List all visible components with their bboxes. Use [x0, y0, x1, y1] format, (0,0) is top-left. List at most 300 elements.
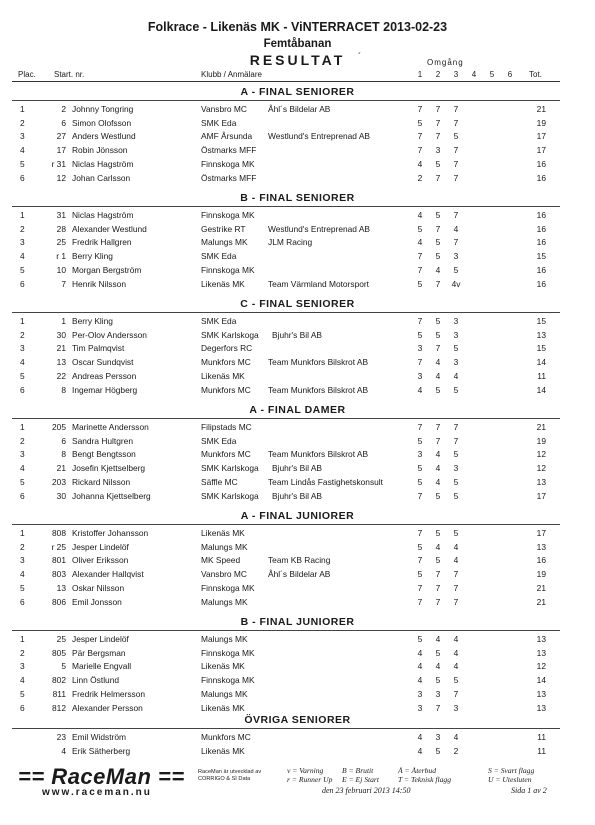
table-row: [0, 145, 595, 159]
placement-cell: 1: [20, 528, 25, 538]
total-cell: 17: [536, 145, 546, 156]
placement-cell: 4: [20, 251, 25, 262]
placement-cell: 4: [20, 675, 25, 686]
club-cell: Munkfors MC: [201, 449, 251, 460]
round-points-cell: 4: [435, 264, 441, 275]
round-points-cell: 5: [417, 569, 423, 580]
start-number-cell: 17: [56, 145, 66, 156]
club-cell: SMK Eda: [201, 251, 237, 262]
table-row: [0, 316, 595, 330]
driver-name-cell: Johan Carlsson: [72, 172, 131, 183]
round-points-cell: 4: [417, 661, 423, 672]
round-points-cell: 4: [435, 661, 441, 672]
driver-name-cell: Berry Kling: [72, 316, 113, 326]
col-header-start: Start. nr.: [54, 70, 85, 79]
round-points-cell: 4: [453, 370, 459, 381]
round-points-cell: 5: [417, 117, 423, 128]
round-points-cell: 4: [453, 732, 459, 742]
section-divider: [12, 312, 560, 313]
start-number-cell: 7: [61, 278, 66, 289]
table-row: [0, 634, 595, 648]
driver-name-cell: Simon Olofsson: [72, 117, 132, 128]
team-cell: Team Värmland Motorsport: [268, 278, 370, 289]
club-cell: Degerfors RC: [201, 343, 253, 354]
col-header-tot: Tot.: [529, 70, 542, 79]
section-title: ÖVRIGA SENIORER: [244, 714, 351, 726]
start-number-cell: 27: [56, 131, 66, 142]
total-cell: 13: [536, 329, 546, 340]
start-number-cell: 205: [52, 422, 66, 432]
total-cell: 21: [536, 582, 546, 593]
team-cell: Team KB Racing: [268, 555, 331, 566]
round-points-cell: 7: [453, 569, 459, 580]
team-cell: Team Munkfors Bilskrot AB: [268, 384, 369, 395]
club-cell: Östmarks MFF: [201, 145, 257, 156]
start-number-cell: 801: [52, 555, 66, 566]
total-cell: 19: [536, 435, 546, 446]
driver-name-cell: Ingemar Högberg: [72, 384, 138, 395]
round-points-cell: 5: [453, 384, 459, 395]
table-row: [0, 251, 595, 265]
round-points-cell: 4: [417, 647, 423, 658]
round-points-cell: 4: [435, 449, 441, 460]
total-cell: 11: [537, 745, 546, 756]
total-cell: 19: [536, 569, 546, 580]
driver-name-cell: Linn Östlund: [72, 675, 120, 686]
total-cell: 17: [536, 528, 546, 538]
driver-name-cell: Erik Sätherberg: [72, 745, 131, 756]
placement-cell: 1: [20, 210, 25, 220]
round-points-cell: 7: [453, 210, 459, 220]
round-points-cell: 2: [453, 745, 459, 756]
driver-name-cell: Johnny Tongring: [72, 104, 134, 114]
section-title: A - FINAL JUNIORER: [240, 510, 355, 522]
table-row: [0, 118, 595, 132]
total-cell: 11: [537, 732, 546, 742]
club-cell: Finnskoga MK: [201, 264, 255, 275]
start-number-cell: r 31: [51, 158, 66, 169]
round-points-cell: 7: [435, 104, 441, 114]
section-divider: [12, 100, 560, 101]
raceman-logo: == RaceMan ==: [18, 764, 185, 789]
round-points-cell: 4: [417, 745, 423, 756]
club-cell: Östmarks MFF: [201, 172, 257, 183]
start-number-cell: 4: [61, 745, 66, 756]
round-points-cell: 5: [417, 476, 423, 487]
driver-name-cell: Oscar Sundqvist: [72, 357, 134, 368]
round-points-cell: 4: [453, 661, 459, 672]
placement-cell: 5: [20, 264, 25, 275]
club-cell: Malungs MK: [201, 596, 248, 607]
table-row: [0, 689, 595, 703]
round-points-cell: 7: [417, 145, 423, 156]
start-number-cell: 23: [56, 732, 66, 742]
driver-name-cell: Marinette Andersson: [72, 422, 149, 432]
driver-name-cell: Kristoffer Johansson: [72, 528, 149, 538]
total-cell: 16: [536, 555, 546, 566]
round-points-cell: 7: [417, 528, 423, 538]
round-points-cell: 7: [435, 702, 441, 713]
team-cell: Westlund's Entreprenad AB: [268, 223, 371, 234]
driver-name-cell: Josefin Kjettselberg: [72, 463, 146, 474]
placement-cell: 2: [20, 223, 25, 234]
round-points-cell: 7: [417, 104, 423, 114]
team-cell: JLM Racing: [268, 237, 313, 248]
round-points-cell: 3: [453, 316, 459, 326]
start-number-cell: 31: [56, 210, 66, 220]
total-cell: 12: [536, 449, 546, 460]
club-cell: Likenäs MK: [201, 745, 245, 756]
table-row: [0, 555, 595, 569]
table-row: [0, 449, 595, 463]
placement-cell: 5: [20, 688, 25, 699]
round-points-cell: 7: [453, 422, 459, 432]
table-row: [0, 648, 595, 662]
round-points-cell: 5: [435, 647, 441, 658]
total-cell: 13: [536, 634, 546, 644]
club-cell: Vansbro MC: [201, 104, 247, 114]
club-cell: Malungs MK: [201, 237, 248, 248]
club-cell: Finnskoga MK: [201, 582, 255, 593]
club-cell: SMK Karlskoga: [201, 329, 259, 340]
club-cell: Munkfors MC: [201, 732, 251, 742]
driver-name-cell: Jesper Lindelöf: [72, 541, 129, 552]
driver-name-cell: Bengt Bengtsson: [72, 449, 136, 460]
placement-cell: 5: [20, 582, 25, 593]
total-cell: 15: [536, 343, 546, 354]
placement-cell: 3: [20, 555, 25, 566]
total-cell: 21: [536, 422, 546, 432]
total-cell: 11: [537, 370, 546, 381]
round-points-cell: 5: [453, 675, 459, 686]
total-cell: 17: [536, 131, 546, 142]
table-row: [0, 210, 595, 224]
round-points-cell: 5: [453, 131, 459, 142]
table-row: [0, 528, 595, 542]
start-number-cell: 25: [56, 237, 66, 248]
legend-item: v = Varning: [287, 766, 324, 775]
total-cell: 14: [536, 675, 546, 686]
table-row: [0, 265, 595, 279]
total-cell: 13: [536, 541, 546, 552]
start-number-cell: 203: [52, 476, 66, 487]
total-cell: 13: [536, 688, 546, 699]
round-points-cell: 5: [453, 490, 459, 501]
total-cell: 21: [536, 596, 546, 607]
club-cell: SMK Eda: [201, 435, 237, 446]
start-number-cell: 30: [56, 329, 66, 340]
round-points-cell: 3: [453, 702, 459, 713]
driver-name-cell: Johanna Kjettselberg: [72, 490, 151, 501]
driver-name-cell: Alexander Westlund: [72, 223, 147, 234]
driver-name-cell: Henrik Nilsson: [72, 278, 126, 289]
start-number-cell: 13: [56, 582, 66, 593]
placement-cell: 1: [20, 104, 25, 114]
start-number-cell: 21: [56, 343, 66, 354]
table-row: [0, 343, 595, 357]
placement-cell: 4: [20, 357, 25, 368]
round-points-cell: 4: [453, 634, 459, 644]
round-points-cell: 4: [453, 223, 459, 234]
total-cell: 13: [536, 702, 546, 713]
team-cell: Bjuhr's Bil AB: [272, 490, 323, 501]
start-number-cell: 10: [56, 264, 66, 275]
total-cell: 14: [536, 384, 546, 395]
club-cell: MK Speed: [201, 555, 241, 566]
total-cell: 17: [536, 490, 546, 501]
club-cell: SMK Eda: [201, 117, 237, 128]
start-number-cell: 22: [56, 370, 66, 381]
round-points-cell: 7: [417, 264, 423, 275]
table-row: [0, 491, 595, 505]
round-points-cell: 4: [435, 463, 441, 474]
legend-item: B = Brutit: [342, 766, 374, 775]
round-points-cell: 5: [435, 384, 441, 395]
driver-name-cell: Jesper Lindelöf: [72, 634, 129, 644]
section-divider: [12, 524, 560, 525]
club-cell: Munkfors MC: [201, 357, 251, 368]
table-row: [0, 104, 595, 118]
round-points-cell: 5: [453, 264, 459, 275]
total-cell: 12: [536, 661, 546, 672]
placement-cell: 3: [20, 449, 25, 460]
start-number-cell: 30: [56, 490, 66, 501]
round-points-cell: 4: [453, 541, 459, 552]
table-row: [0, 371, 595, 385]
round-points-cell: 7: [435, 223, 441, 234]
round-points-cell: 5: [417, 463, 423, 474]
start-number-cell: 8: [61, 449, 66, 460]
round-points-cell: 7: [453, 104, 459, 114]
round-points-cell: 3: [453, 463, 459, 474]
table-row: [0, 597, 595, 611]
round-points-cell: 5: [435, 329, 441, 340]
table-row: [0, 746, 595, 760]
section-title: C - FINAL SENIORER: [240, 298, 355, 310]
driver-name-cell: Morgan Bergström: [72, 264, 142, 275]
round-number: 4: [471, 70, 477, 79]
round-points-cell: 5: [435, 528, 441, 538]
team-cell: Åhl´s Bildelar AB: [268, 569, 331, 580]
section-divider: [12, 630, 560, 631]
driver-name-cell: Berry Kling: [72, 251, 113, 262]
round-points-cell: 7: [417, 251, 423, 262]
table-row: [0, 732, 595, 746]
total-cell: 13: [536, 476, 546, 487]
pen-mark: ´: [358, 52, 362, 63]
placement-cell: 6: [20, 702, 25, 713]
driver-name-cell: Per-Olov Andersson: [72, 329, 147, 340]
round-points-cell: 5: [417, 223, 423, 234]
driver-name-cell: Oskar Nilsson: [72, 582, 125, 593]
driver-name-cell: Niclas Hagström: [72, 158, 134, 169]
placement-cell: 3: [20, 237, 25, 248]
round-number: 5: [489, 70, 495, 79]
round-points-cell: 4: [435, 541, 441, 552]
round-points-cell: 7: [453, 596, 459, 607]
round-points-cell: 4: [435, 634, 441, 644]
round-points-cell: 2: [417, 172, 423, 183]
round-points-cell: 4: [417, 237, 423, 248]
club-cell: SMK Karlskoga: [201, 463, 259, 474]
placement-cell: 2: [20, 117, 25, 128]
driver-name-cell: Fredrik Helmersson: [72, 688, 146, 699]
round-number: 3: [453, 70, 459, 79]
placement-cell: 1: [20, 422, 25, 432]
round-number: 2: [435, 70, 441, 79]
round-points-cell: 7: [417, 422, 423, 432]
placement-cell: 4: [20, 463, 25, 474]
col-header-plac: Plac.: [18, 70, 36, 79]
round-points-cell: 7: [417, 596, 423, 607]
team-cell: Team Munkfors Bilskrot AB: [268, 357, 369, 368]
round-points-cell: 3: [453, 251, 459, 262]
round-points-cell: 5: [435, 251, 441, 262]
table-row: [0, 173, 595, 187]
round-points-cell: 7: [435, 172, 441, 183]
placement-cell: 1: [20, 316, 25, 326]
section-title: A - FINAL DAMER: [249, 404, 346, 416]
round-points-cell: 4: [435, 357, 441, 368]
round-number: 6: [507, 70, 513, 79]
table-row: [0, 279, 595, 293]
club-cell: Likenäs MK: [201, 528, 245, 538]
round-points-cell: 7: [417, 316, 423, 326]
round-points-cell: 3: [453, 357, 459, 368]
start-number-cell: 21: [56, 463, 66, 474]
round-points-cell: 5: [435, 237, 441, 248]
round-points-cell: 5: [435, 745, 441, 756]
total-cell: 16: [536, 237, 546, 248]
placement-cell: 2: [20, 435, 25, 446]
round-points-cell: 5: [435, 490, 441, 501]
club-cell: Likenäs MK: [201, 370, 245, 381]
driver-name-cell: Emil Widström: [72, 732, 126, 742]
page-number: Sida 1 av 2: [511, 786, 547, 795]
placement-cell: 6: [20, 596, 25, 607]
club-cell: Filipstads MC: [201, 422, 252, 432]
table-row: [0, 422, 595, 436]
driver-name-cell: Robin Jönsson: [72, 145, 128, 156]
placement-cell: 4: [20, 569, 25, 580]
round-points-cell: 4: [417, 210, 423, 220]
round-points-cell: 5: [417, 634, 423, 644]
section-divider: [12, 728, 560, 729]
table-row: [0, 542, 595, 556]
total-cell: 15: [536, 251, 546, 262]
section-divider: [12, 418, 560, 419]
club-cell: Likenäs MK: [201, 702, 245, 713]
placement-cell: 3: [20, 661, 25, 672]
placement-cell: 2: [20, 647, 25, 658]
placement-cell: 2: [20, 329, 25, 340]
placement-cell: 5: [20, 370, 25, 381]
round-points-cell: 5: [453, 528, 459, 538]
round-points-cell: 4: [453, 555, 459, 566]
round-points-cell: 7: [417, 131, 423, 142]
round-points-cell: 4: [417, 732, 423, 742]
placement-cell: 5: [20, 476, 25, 487]
developer-note: [198, 769, 261, 783]
club-cell: Malungs MK: [201, 634, 248, 644]
placement-cell: 2: [20, 541, 25, 552]
round-points-cell: 3: [435, 145, 441, 156]
start-number-cell: 811: [52, 688, 66, 699]
round-points-cell: 7: [453, 582, 459, 593]
driver-name-cell: Sandra Hultgren: [72, 435, 133, 446]
legend-item: T = Teknisk flagg: [398, 775, 452, 784]
round-points-cell: 5: [435, 555, 441, 566]
total-cell: 15: [536, 316, 546, 326]
round-points-cell: 7: [453, 237, 459, 248]
round-points-cell: 3: [435, 688, 441, 699]
club-cell: SMK Karlskoga: [201, 490, 259, 501]
team-cell: Team Munkfors Bilskrot AB: [268, 449, 369, 460]
total-cell: 12: [536, 463, 546, 474]
round-points-cell: 7: [417, 582, 423, 593]
section-title: B - FINAL SENIORER: [240, 192, 355, 204]
driver-name-cell: Alexander Hallqvist: [72, 569, 144, 580]
team-cell: Team Lindås Fastighetskonsult: [268, 476, 383, 487]
round-points-cell: 7: [417, 555, 423, 566]
round-points-cell: 4v: [451, 278, 461, 289]
placement-cell: 6: [20, 172, 25, 183]
round-points-cell: 5: [417, 541, 423, 552]
round-points-cell: 7: [453, 117, 459, 128]
round-points-cell: 3: [417, 370, 423, 381]
round-points-cell: 5: [453, 449, 459, 460]
table-row: [0, 569, 595, 583]
total-cell: 16: [536, 223, 546, 234]
table-row: [0, 330, 595, 344]
start-number-cell: 12: [56, 172, 66, 183]
start-number-cell: 803: [52, 569, 66, 580]
round-number: 1: [417, 70, 423, 79]
driver-name-cell: Tim Palmqvist: [72, 343, 125, 354]
start-number-cell: 28: [56, 223, 66, 234]
round-points-cell: 7: [435, 582, 441, 593]
club-cell: Malungs MK: [201, 688, 248, 699]
club-cell: Finnskoga MK: [201, 210, 255, 220]
club-cell: Finnskoga MK: [201, 647, 255, 658]
round-points-cell: 7: [435, 422, 441, 432]
table-row: [0, 237, 595, 251]
round-points-cell: 3: [417, 343, 423, 354]
round-label: Omgång: [427, 58, 464, 67]
round-points-cell: 5: [417, 278, 423, 289]
start-number-cell: 6: [61, 435, 66, 446]
club-cell: Likenäs MK: [201, 278, 245, 289]
legend-item: S = Svart flagg: [488, 766, 535, 775]
driver-name-cell: Marielle Engvall: [72, 661, 132, 672]
table-row: [0, 661, 595, 675]
club-cell: Malungs MK: [201, 541, 248, 552]
placement-cell: 6: [20, 278, 25, 289]
start-number-cell: 812: [52, 702, 66, 713]
placement-cell: 3: [20, 131, 25, 142]
driver-name-cell: Rickard Nilsson: [72, 476, 131, 487]
round-points-cell: 7: [453, 172, 459, 183]
start-number-cell: 805: [52, 647, 66, 658]
start-number-cell: 806: [52, 596, 66, 607]
team-cell: Westlund's Entreprenad AB: [268, 131, 371, 142]
club-cell: AMF Årsunda: [201, 131, 253, 142]
start-number-cell: 802: [52, 675, 66, 686]
round-points-cell: 5: [435, 316, 441, 326]
round-points-cell: 7: [417, 490, 423, 501]
table-row: [0, 385, 595, 399]
round-points-cell: 7: [435, 569, 441, 580]
